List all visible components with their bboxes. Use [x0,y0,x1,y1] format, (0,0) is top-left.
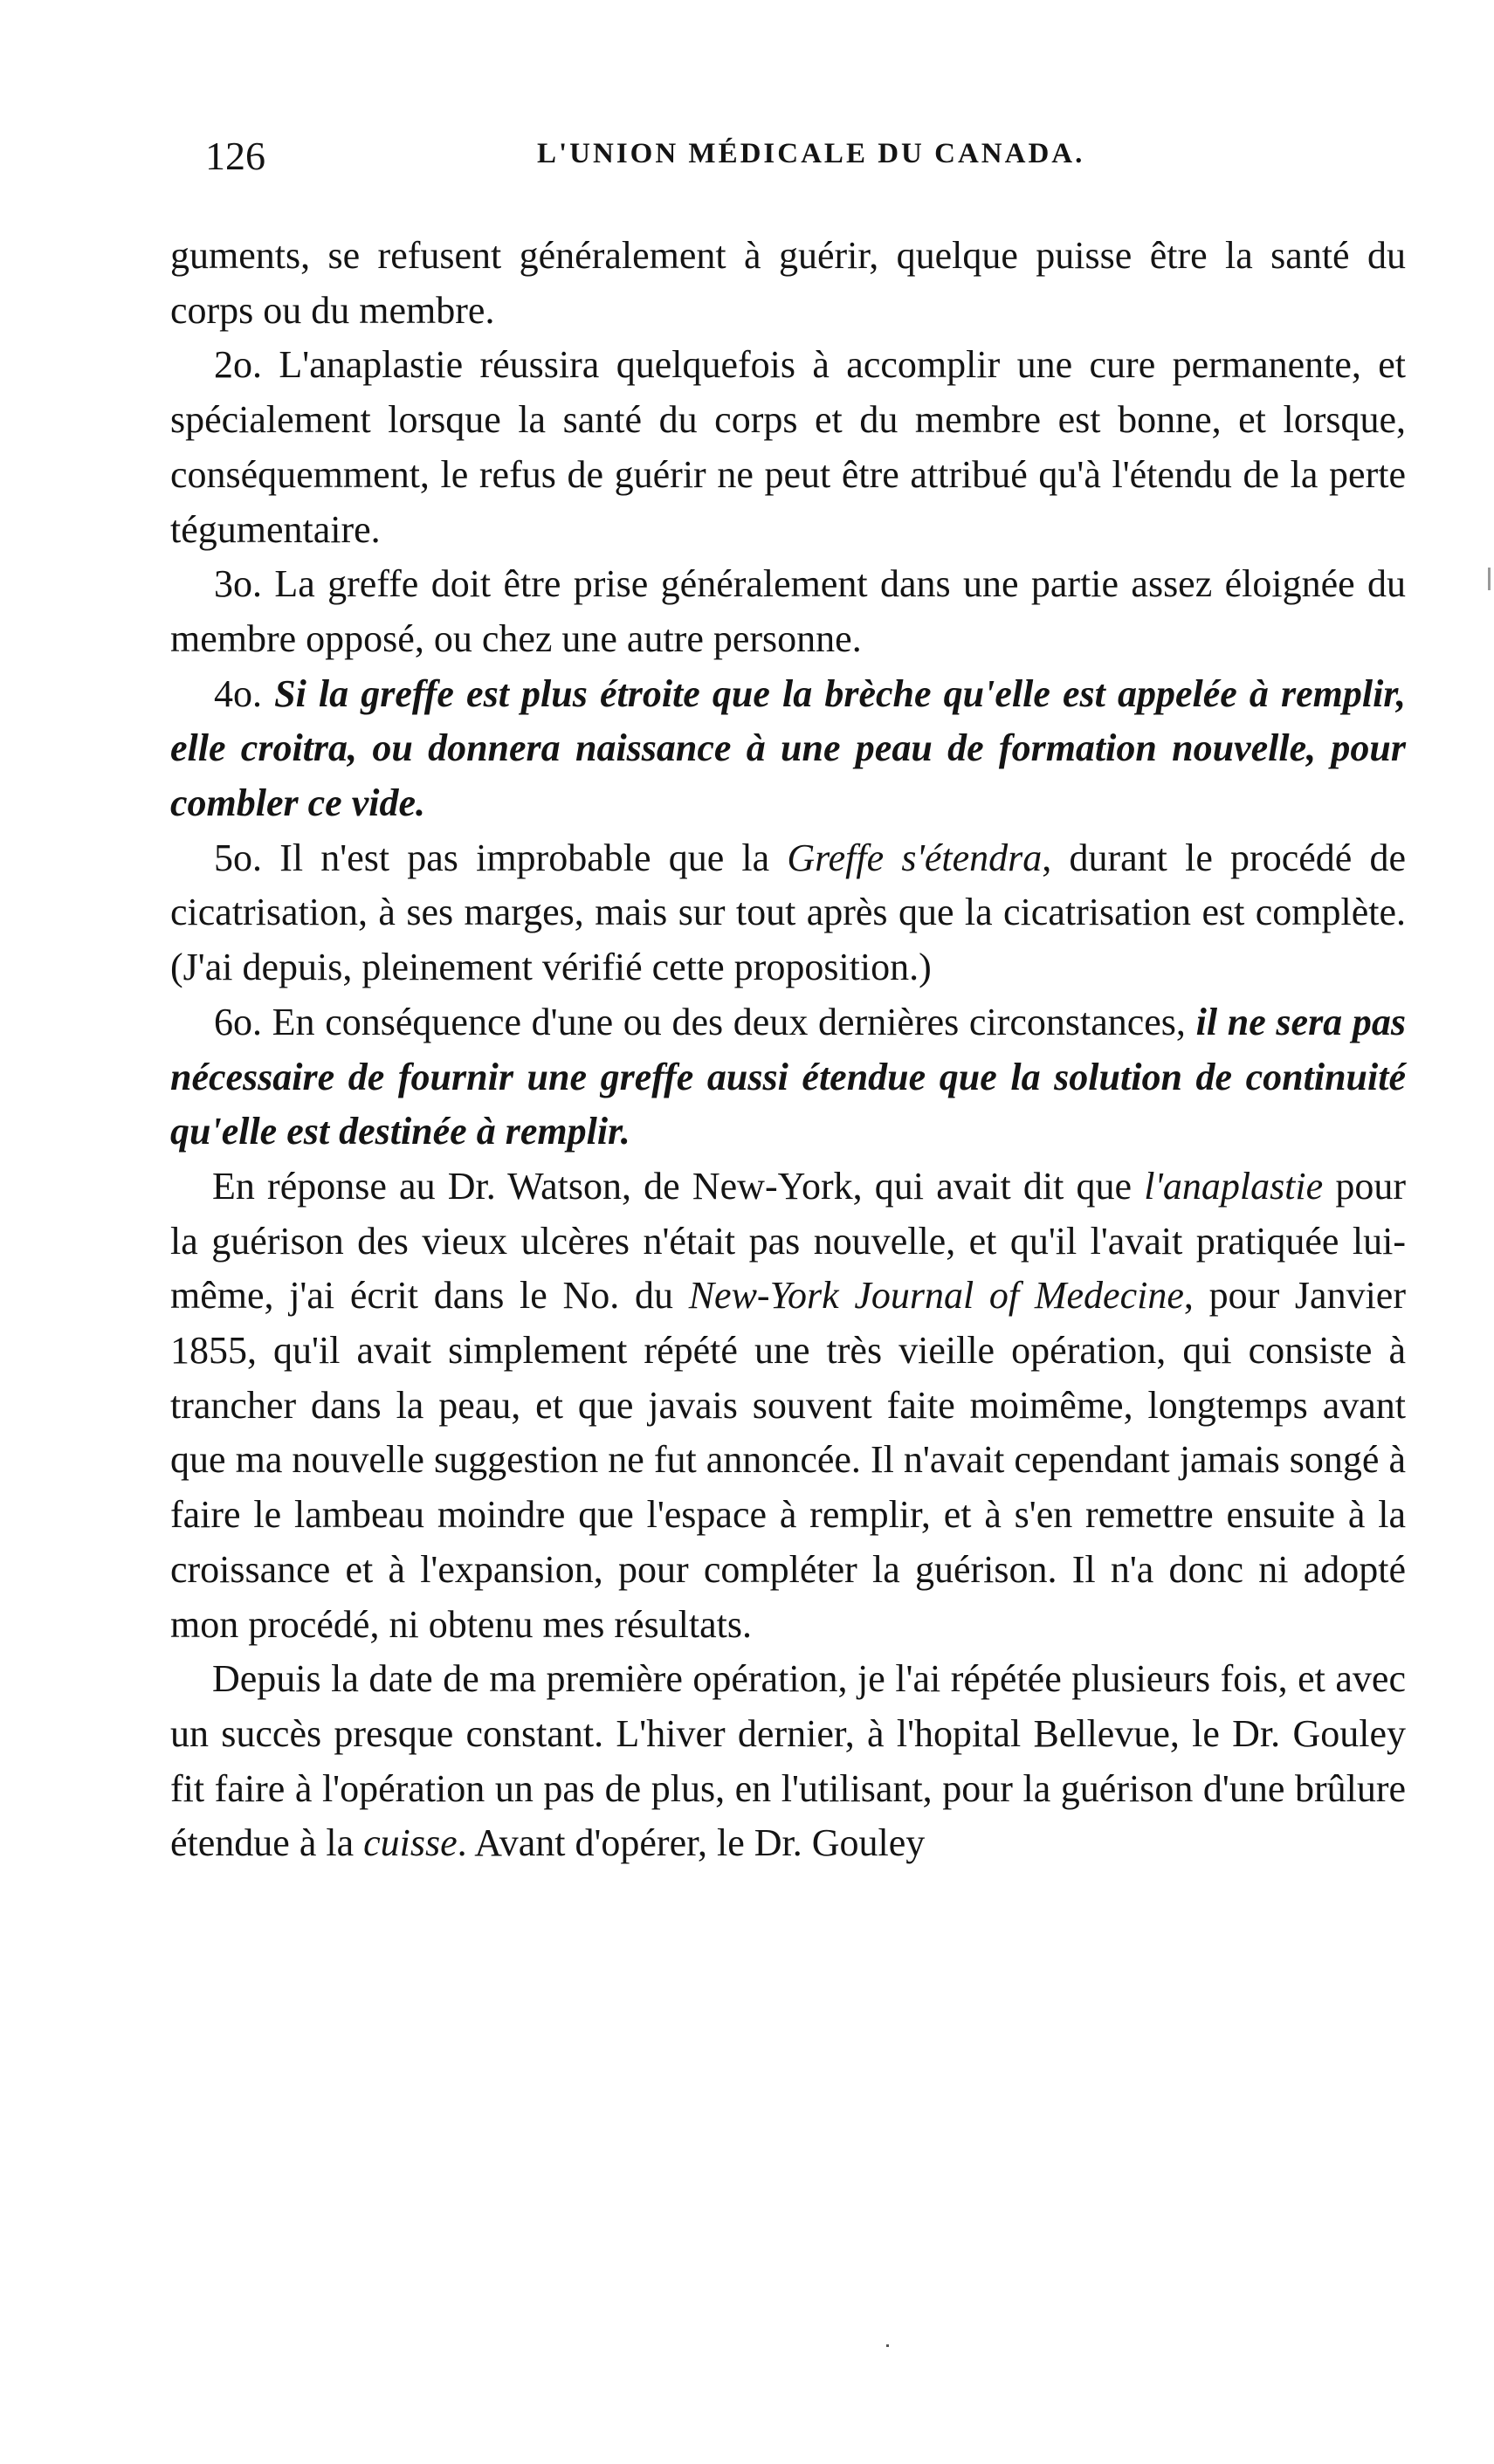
paragraph [170,1652,1406,1871]
scan-edge-mark [1488,568,1491,590]
text-run: 3o. La greffe doit être prise généralement dans une partie assez éloignée du membre opposé, ou chez une autre personne. [170,562,1406,660]
text-run: , durant le procédé de cicatrisation, à ses marges, mais sur tout après que la cicatrisation est complète. (J'ai depuis, pleinement vérifié cette proposition.) [170,836,1407,989]
italic-text-run: cuisse [363,1821,458,1865]
paragraph [170,338,1406,557]
text-run: 4o. [214,671,275,715]
book-page [170,122,1406,1871]
text-run: 2o. L'anaplastie réussira quelquefois à accomplir une cure permanente, et spécialement lorsque la santé du corps et du membre est bonne, et lorsque, conséquemment, le refus de guérir ne peut être attribué qu'à l'étendu de la perte tégumentaire. [170,343,1406,551]
italic-text-run: l'anaplastie [1144,1164,1324,1208]
paragraph [170,229,1406,338]
text-run: En réponse au Dr. Watson, de New-York, qui avait dit que [212,1164,1145,1208]
body-text [170,229,1406,1871]
italic-text-run: New-York Journal of Medecine [688,1274,1184,1318]
text-run: pour la guérison des vieux ulcères n'était pas nouvelle, et qu'il l'avait pratiquée lui-même, j'ai écrit dans le No. du [170,1164,1406,1318]
text-run: 6o. En conséquence d'une ou des deux dernières circonstances, [214,1000,1196,1043]
text-run: 5o. Il n'est pas improbable que la [214,836,788,879]
italic-text-run: Greffe s'étendra [787,836,1043,879]
paragraph [170,557,1406,666]
running-head: L'UNION MÉDICALE DU CANADA. [537,138,1085,169]
italic-text-run: il ne sera pas nécessaire de fournir une greffe aussi étendue que la solution de continuité qu'elle est destinée à remplir. [170,1000,1406,1153]
paragraph [170,1160,1406,1652]
text-run: . Avant d'opérer, le Dr. Gouley [457,1821,926,1865]
italic-text-run: Si la greffe est plus étroite que la brèche qu'elle est appelée à remplir, elle croitra, ou donnera naissance à une peau de formation nouvelle, pour combler ce vide. [170,671,1406,825]
text-run: guments, se refusent généralement à guérir, quelque puisse être la santé du corps ou du membre. [170,234,1406,332]
page-header [170,122,1406,194]
paragraph [170,995,1406,1160]
page-number: 126 [205,134,265,178]
paragraph [170,667,1406,831]
text-run: , pour Janvier 1855, qu'il avait simplement répété une très vieille opération, qui consiste à trancher dans la peau, et que javais souvent faite moimême, longtemps avant que ma nouvelle suggestion ne fut annoncée. Il n'avait cependant jamais songé à faire le lambeau moindre que l'espace à remplir, et à s'en remettre ensuite à la croissance et à l'expansion, pour compléter la guérison. Il n'a donc ni adopté mon procédé, ni obtenu mes résultats. [170,1274,1406,1646]
text-run: Depuis la date de ma première opération, je l'ai répétée plusieurs fois, et avec un succès presque constant. L'hiver dernier, à l'hopital Bellevue, le Dr. Gouley fit faire à l'opération un pas de plus, en l'utilisant, pour la guérison d'une brûlure étendue à la [170,1657,1406,1865]
print-speck [886,2344,889,2347]
paragraph [170,831,1406,995]
